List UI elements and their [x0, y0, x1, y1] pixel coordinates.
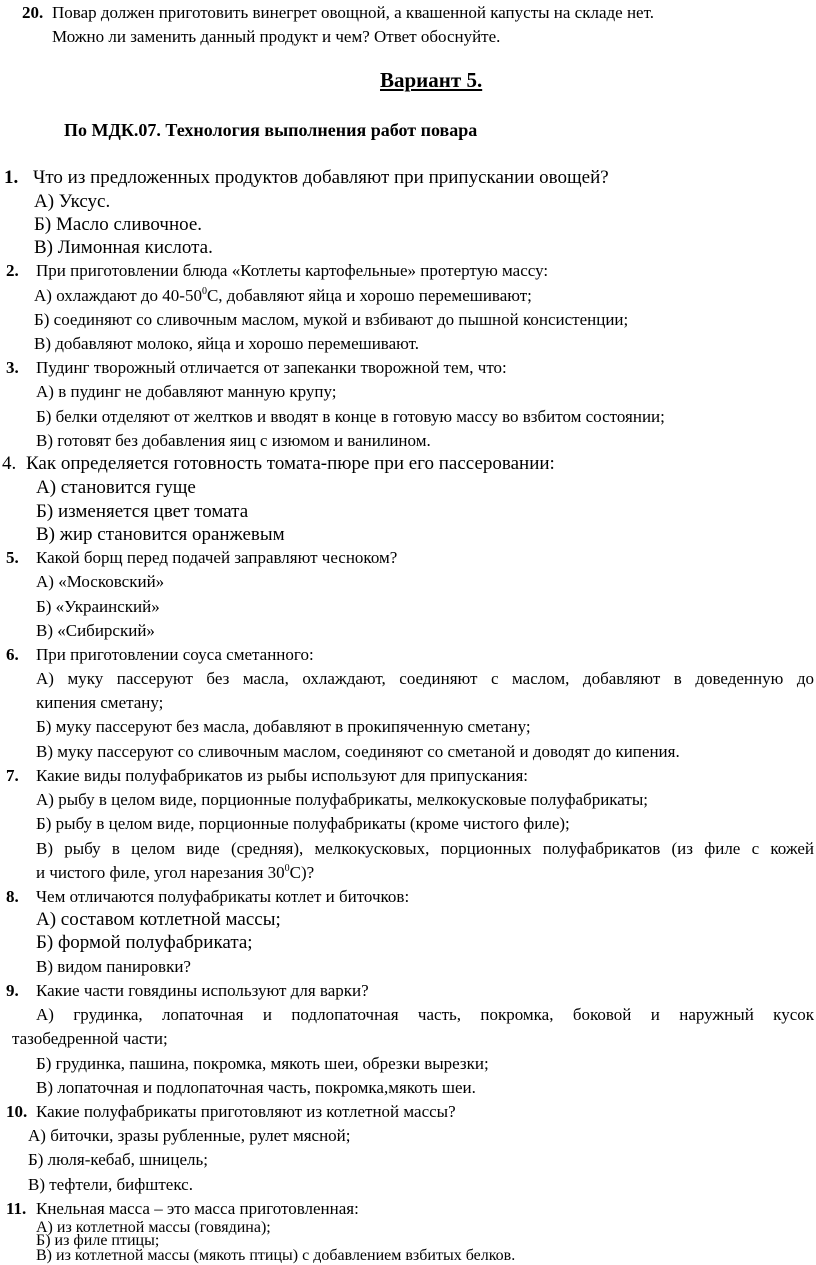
q1-option-c: В) Лимонная кислота.: [34, 237, 213, 258]
q8-option-b: Б) формой полуфабриката;: [36, 932, 253, 953]
q7-option-c-line1: В) рыбу в целом виде (средняя), мелкокусковых, порционных полуфабрикатов (из филе с кожей: [36, 839, 814, 858]
q11-option-c: В) из котлетной массы (мякоть птицы) с добавлением взбитых белков.: [36, 1247, 516, 1264]
q11-number: 11.: [6, 1199, 27, 1218]
q5-question: Какой борщ перед подачей заправляют чесноком?: [36, 548, 398, 567]
q5-number: 5.: [6, 548, 19, 567]
q4-number: 4.: [2, 453, 17, 474]
q1-option-a: А) Уксус.: [34, 191, 111, 212]
q2-option-a-text-end: С, добавляют яйца и хорошо перемешивают;: [206, 286, 532, 305]
q10-option-b: Б) люля-кебаб, шницель;: [28, 1150, 209, 1169]
q7-option-c-line2: [36, 864, 314, 881]
subtitle: По МДК.07. Технология выполнения работ повара: [64, 120, 478, 140]
q9-option-a-line1: А) грудинка, лопаточная и подлопаточная часть, покромка, боковой и наружный кусок: [36, 1005, 814, 1024]
q6-option-c: В) муку пассеруют со сливочным маслом, соединяют со сметаной и доводят до кипения.: [36, 742, 680, 761]
q4-question: Как определяется готовность томата-пюре при его пассеровании:: [26, 453, 555, 474]
q20-number: 20.: [22, 3, 44, 22]
q3-option-a: А) в пудинг не добавляют манную крупу;: [36, 382, 337, 401]
q6-option-b: Б) муку пассеруют без масла, добавляют в прокипяченную сметану;: [36, 717, 531, 736]
q2-question: При приготовлении блюда «Котлеты картофельные» протертую массу:: [36, 261, 549, 280]
q7-question: Какие виды полуфабрикатов из рыбы используют для припускания:: [36, 766, 528, 785]
q2-option-a-text: А) охлаждают до 40-50: [34, 286, 202, 305]
q3-option-c: В) готовят без добавления яиц с изюмом и ванилином.: [36, 431, 431, 450]
q9-question: Какие части говядины используют для варки?: [36, 981, 369, 1000]
q4-option-b: Б) изменяется цвет томата: [36, 501, 249, 522]
q6-option-a-line1: А) муку пассеруют без масла, охлаждают, соединяют с маслом, добавляют в доведенную до: [36, 669, 814, 688]
q8-option-c: В) видом панировки?: [36, 957, 191, 976]
q7-option-b: Б) рыбу в целом виде, порционные полуфабрикаты (кроме чистого филе);: [36, 814, 570, 833]
q1-option-b: Б) Масло сливочное.: [34, 214, 203, 235]
q11-question: Кнельная масса – это масса приготовленная:: [36, 1199, 359, 1218]
q5-option-b: Б) «Украинский»: [36, 597, 160, 616]
q5-option-c: В) «Сибирский»: [36, 621, 155, 640]
q8-option-a: А) составом котлетной массы;: [36, 909, 281, 930]
q9-option-a-line2: тазобедренной части;: [12, 1029, 168, 1048]
degree-sup: 0: [201, 286, 207, 297]
q10-number: 10.: [6, 1102, 28, 1121]
q7-number: 7.: [6, 766, 19, 785]
degree-sup: 0: [284, 863, 290, 874]
q10-option-a: А) биточки, зразы рубленные, рулет мясной;: [28, 1126, 351, 1145]
q9-option-b: Б) грудинка, пашина, покромка, мякоть шеи, обрезки вырезки;: [36, 1054, 489, 1073]
q20-text-line2: Можно ли заменить данный продукт и чем? Ответ обоснуйте.: [52, 27, 501, 46]
q3-number: 3.: [6, 358, 19, 377]
q7-option-c-text-end: С)?: [289, 863, 315, 882]
q10-question: Какие полуфабрикаты приготовляют из котлетной массы?: [36, 1102, 456, 1121]
q7-option-c-text: и чистого филе, угол нарезания 30: [36, 863, 285, 882]
q5-option-a: А) «Московский»: [36, 572, 165, 591]
q4-option-c: В) жир становится оранжевым: [36, 524, 285, 545]
q2-option-c: В) добавляют молоко, яйца и хорошо перемешивают.: [34, 334, 420, 353]
q1-question: Что из предложенных продуктов добавляют при припускании овощей?: [33, 167, 609, 188]
q6-question: При приготовлении соуса сметанного:: [36, 645, 314, 664]
q9-option-c: В) лопаточная и подлопаточная часть, покромка,мякоть шеи.: [36, 1078, 476, 1097]
q8-question: Чем отличаются полуфабрикаты котлет и биточков:: [36, 887, 410, 906]
q10-option-c: В) тефтели, бифштекс.: [28, 1175, 193, 1194]
q8-number: 8.: [6, 887, 19, 906]
q2-option-a: [34, 287, 532, 304]
q3-question: Пудинг творожный отличается от запеканки творожной тем, что:: [36, 358, 507, 377]
q3-option-b: Б) белки отделяют от желтков и вводят в конце в готовую массу во взбитом состоянии;: [36, 407, 665, 426]
q2-number: 2.: [6, 261, 19, 280]
q6-number: 6.: [6, 645, 19, 664]
q1-number: 1.: [4, 167, 19, 188]
q11-option-a: А) из котлетной массы (говядина);: [36, 1219, 271, 1236]
q20-text-line1: Повар должен приготовить винегрет овощной, а квашенной капусты на складе нет.: [52, 3, 655, 22]
q6-option-a-line2: кипения сметану;: [36, 693, 164, 712]
q7-option-a: А) рыбу в целом виде, порционные полуфабрикаты, мелкокусковые полуфабрикаты;: [36, 790, 648, 809]
q9-number: 9.: [6, 981, 19, 1000]
q11-option-b: Б) из филе птицы;: [36, 1232, 160, 1249]
q4-option-a: А) становится гуще: [36, 477, 196, 498]
q2-option-b: Б) соединяют со сливочным маслом, мукой и взбивают до пышной консистенции;: [34, 310, 629, 329]
variant-title: Вариант 5.: [380, 68, 483, 92]
